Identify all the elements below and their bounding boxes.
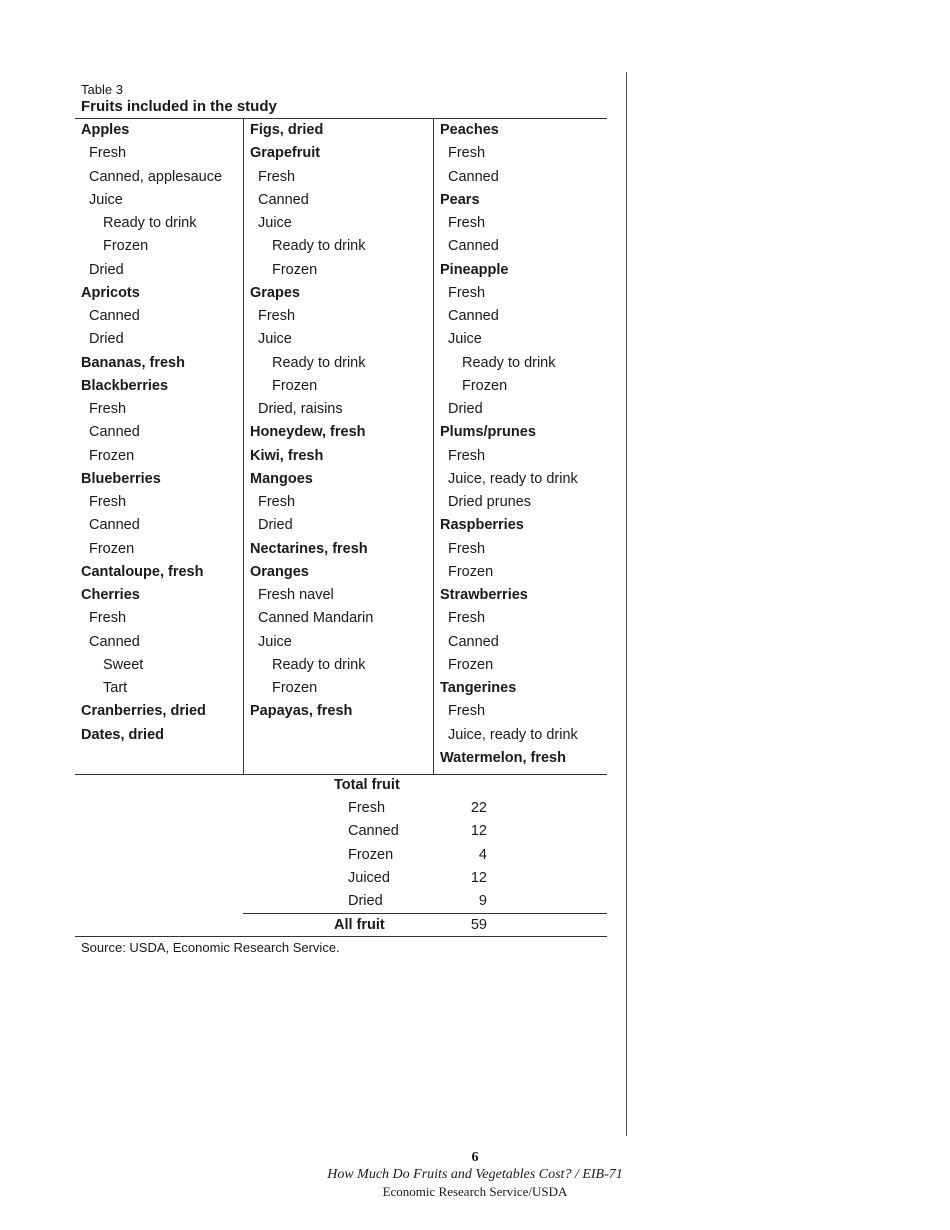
- fruit-form: Canned: [89, 517, 140, 534]
- page-number: 6: [471, 1150, 479, 1165]
- fruit-form: Fresh: [448, 284, 486, 301]
- fruit-category: Pineapple: [440, 261, 509, 278]
- fruit-category: Papayas, fresh: [250, 703, 353, 720]
- fruit-category: Cantaloupe, fresh: [81, 563, 204, 580]
- fruit-category: Bananas, fresh: [81, 354, 185, 371]
- fruit-form: Juice: [258, 331, 292, 348]
- totals-row-label: Fresh: [348, 800, 386, 817]
- fruit-form: Dried, raisins: [258, 401, 343, 417]
- fruit-category: Pears: [440, 191, 480, 208]
- fruit-form: Dried: [448, 401, 483, 417]
- table-label: Table 3: [81, 82, 123, 97]
- fruit-category: Oranges: [250, 563, 309, 580]
- totals-row-label: Dried: [348, 892, 383, 909]
- totals-row: [243, 844, 607, 867]
- fruit-form: Fresh: [89, 145, 127, 162]
- fruit-form: Ready to drink: [272, 656, 366, 673]
- totals-section: [243, 774, 607, 937]
- fruit-form: Canned, applesauce: [89, 168, 223, 185]
- page-margin-rule: [626, 72, 627, 1136]
- fruit-form: Fresh: [448, 540, 486, 557]
- fruit-form: Dried: [258, 517, 293, 534]
- fruit-form: Canned: [89, 308, 140, 324]
- fruit-form: Fresh: [89, 610, 127, 627]
- totals-row: [243, 797, 607, 820]
- fruit-form: Fresh: [448, 610, 486, 627]
- fruit-category: Apricots: [81, 284, 140, 301]
- fruit-form: Juice: [448, 331, 482, 348]
- fruit-form: Dried: [89, 261, 124, 278]
- fruit-form: Frozen: [89, 447, 135, 464]
- fruit-column-1: [75, 119, 243, 747]
- fruit-form: Dried prunes: [448, 494, 532, 510]
- totals-row-label: Canned: [348, 823, 399, 840]
- fruit-category: Peaches: [440, 122, 499, 138]
- totals-row-value: 22: [470, 800, 487, 817]
- fruit-form: Frozen: [448, 563, 494, 580]
- totals-all-row: [243, 914, 607, 937]
- totals-row: [243, 890, 607, 913]
- fruit-category: Blackberries: [81, 377, 169, 394]
- fruit-form: Ready to drink: [462, 354, 556, 371]
- fruit-form: Dried: [89, 331, 124, 348]
- fruit-form: Ready to drink: [103, 215, 197, 231]
- fruit-category: Cranberries, dried: [81, 703, 206, 720]
- fruit-form: Canned: [89, 424, 140, 441]
- fruit-form: Frozen: [103, 238, 149, 255]
- publication-title: How Much Do Fruits and Vegetables Cost? / EIB-71: [327, 1167, 623, 1182]
- totals-row-label: Juiced: [348, 869, 390, 886]
- fruit-form: Sweet: [103, 656, 144, 673]
- fruit-form: Frozen: [272, 261, 318, 278]
- fruit-category: Blueberries: [81, 470, 161, 487]
- totals-row-value: 4: [478, 846, 487, 863]
- fruit-form: Fresh: [89, 494, 127, 510]
- fruit-column-2: [243, 119, 434, 774]
- fruit-category: Plums/prunes: [440, 424, 536, 441]
- totals-row: [243, 867, 607, 890]
- totals-row: [243, 820, 607, 843]
- fruit-form: Ready to drink: [272, 354, 366, 371]
- fruit-form: Frozen: [462, 377, 508, 394]
- fruit-form: Ready to drink: [272, 238, 366, 255]
- fruit-category: Nectarines, fresh: [250, 540, 368, 557]
- fruit-form: Fresh: [258, 168, 296, 185]
- fruit-category: Apples: [81, 122, 130, 138]
- fruit-category: Grapes: [250, 284, 300, 301]
- fruit-form: Frozen: [448, 656, 494, 673]
- fruit-form: Fresh: [89, 401, 127, 417]
- fruit-category: Raspberries: [440, 517, 524, 534]
- fruit-form: Fresh navel: [258, 587, 334, 603]
- fruit-category: Grapefruit: [250, 145, 321, 162]
- totals-row-value: 12: [470, 869, 487, 886]
- fruit-form: Canned: [448, 238, 499, 255]
- fruit-form: Canned: [448, 633, 499, 650]
- fruit-form: Canned: [448, 168, 499, 185]
- fruit-form: Canned: [89, 633, 140, 650]
- fruit-category: Dates, dried: [81, 726, 164, 743]
- fruit-form: Juice: [258, 215, 292, 231]
- fruit-form: Fresh: [448, 447, 486, 464]
- publisher: Economic Research Service/USDA: [382, 1184, 568, 1199]
- fruit-category: Cherries: [81, 587, 140, 603]
- totals-row-value: 12: [470, 823, 487, 840]
- fruit-form: Juice, ready to drink: [448, 470, 578, 487]
- fruit-form: Canned Mandarin: [258, 610, 374, 627]
- fruit-form: Fresh: [448, 215, 486, 231]
- totals-all-label: All fruit: [334, 917, 385, 934]
- fruit-category: Kiwi, fresh: [250, 447, 324, 464]
- totals-row-label: Frozen: [348, 846, 394, 863]
- fruit-category: Mangoes: [250, 470, 313, 487]
- fruit-category: Honeydew, fresh: [250, 424, 366, 441]
- fruit-category: Figs, dried: [250, 122, 324, 138]
- fruit-column-3: [433, 119, 608, 774]
- totals-row-value: 9: [478, 892, 487, 909]
- fruit-form: Juice: [258, 633, 292, 650]
- fruit-form: Canned: [448, 308, 499, 324]
- totals-heading: Total fruit: [334, 777, 400, 793]
- fruit-form: Frozen: [272, 377, 318, 394]
- totals-all-value: 59: [470, 917, 487, 934]
- fruit-form: Fresh: [448, 703, 486, 720]
- table-title: Fruits included in the study: [81, 98, 277, 115]
- fruit-form: Juice, ready to drink: [448, 726, 578, 743]
- fruit-form: Fresh: [258, 494, 296, 510]
- fruit-form: Juice: [89, 191, 123, 208]
- fruit-form: Canned: [258, 191, 309, 208]
- fruit-category: Strawberries: [440, 587, 528, 603]
- fruit-category: Tangerines: [440, 680, 517, 696]
- fruit-category: Watermelon, fresh: [440, 749, 566, 766]
- fruit-form: Fresh: [258, 308, 296, 324]
- fruit-form: Frozen: [272, 680, 318, 696]
- fruit-form: Fresh: [448, 145, 486, 162]
- table-bottom-rule: [75, 936, 607, 937]
- fruit-form: Tart: [103, 680, 128, 696]
- table-source-note: Source: USDA, Economic Research Service.: [81, 940, 340, 955]
- fruit-form: Frozen: [89, 540, 135, 557]
